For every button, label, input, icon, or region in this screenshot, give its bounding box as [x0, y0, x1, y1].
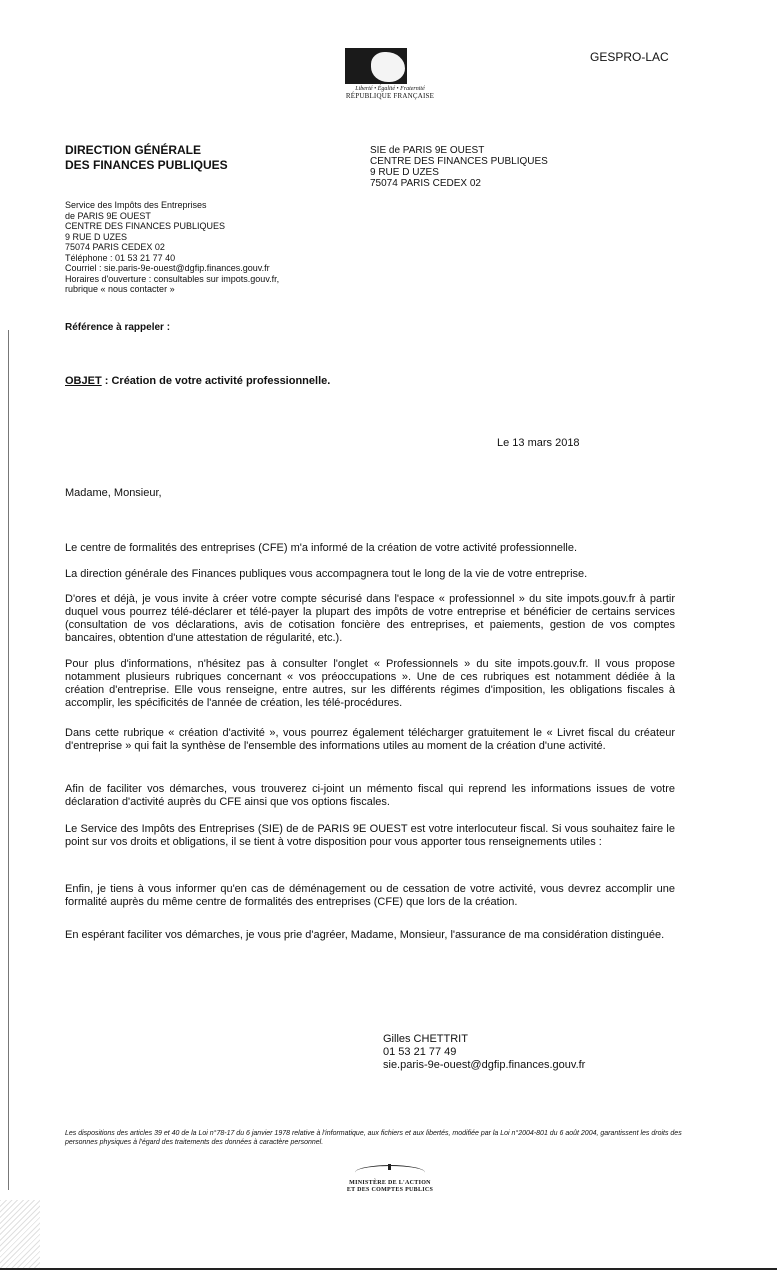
service-line: Service des Impôts des Entreprises: [65, 200, 207, 210]
ministry-name-line2: ET DES COMPTES PUBLICS: [346, 1187, 434, 1193]
reference-label: Référence à rappeler :: [65, 322, 171, 333]
service-hours: Horaires d'ouverture : consultables sur impots.gouv.fr,: [65, 273, 280, 284]
document-reference-code: GESPRO-LAC: [590, 50, 669, 64]
body-paragraph: Enfin, je tiens à vous informer qu'en cas de déménagement ou de cessation de votre activité, vous devrez accomplir une formalité auprès du même centre de formalités des entreprises (CFE) que lors de la création.: [65, 883, 675, 908]
subject-text: : Création de votre activité professionnelle.: [101, 375, 331, 387]
body-paragraph-truncated: Le Service des Impôts des Entreprises (SIE) de de PARIS 9E OUEST est votre interlocuteur fiscal. Si vous souhaitez faire le point sur vos droits et obligations, il se tient à votre disposition pour vous apporter tous renseignements utiles :: [65, 823, 675, 848]
recipient-address-block: [370, 145, 548, 189]
recipient-address-line: 9 RUE D UZES: [370, 167, 439, 178]
service-line: de PARIS 9E OUEST: [65, 210, 151, 221]
ministry-footer-logo: [330, 1165, 450, 1194]
service-phone: Téléphone : 01 53 21 77 40: [65, 252, 176, 263]
service-line: CENTRE DES FINANCES PUBLIQUES: [65, 221, 226, 231]
recipient-address-line: CENTRE DES FINANCES PUBLIQUES: [370, 156, 548, 167]
signatory-email: sie.paris-9e-ouest@dgfip.finances.gouv.fr: [383, 1059, 586, 1071]
body-paragraph: Pour plus d'informations, n'hésitez pas à consulter l'onglet « Professionnels » du site impots.gouv.fr. Il vous propose notamment plusieurs rubriques concernant « vos préoccupations ». Une de ces rubriques est notamment dédiée à la création d'entreprise. Elle vous renseigne, entre autres, sur les différents régimes d'imposition, les obligations fiscales à accomplir, les spécificités de l'année de création, les télé-procédures.: [65, 658, 675, 709]
body-paragraph: La direction générale des Finances publiques vous accompagnera tout le long de la vie de votre entreprise.: [65, 568, 588, 580]
service-email: Courriel : sie.paris-9e-ouest@dgfip.finances.gouv.fr: [65, 263, 270, 273]
scan-margin-line: [8, 330, 9, 1190]
sender-direction-line1: DIRECTION GÉNÉRALE: [65, 143, 202, 157]
logo-motto: Liberté • Égalité • Fraternité: [355, 86, 425, 92]
signatory-name: Gilles CHETTRIT: [383, 1033, 468, 1045]
sender-direction-line2: DES FINANCES PUBLIQUES: [65, 158, 228, 172]
service-line: 9 RUE D UZES: [65, 231, 128, 242]
body-paragraph: D'ores et déjà, je vous invite à créer votre compte sécurisé dans l'espace « professionnel » du site impots.gouv.fr à partir duquel vous pourrez télé-déclarer et télé-payer la plupart des impôts de votre entreprise et bénéficier de certains services (consultation de vos déclarations, avis de cotisation foncière des entreprises, et paiements, gestion de vos comptes bancaires, obtention d'une attestation de régularité, etc.).: [65, 593, 675, 644]
service-contact-block: [65, 200, 325, 295]
body-paragraph: Dans cette rubrique « création d'activité », vous pourrez également télécharger gratuitement le « Livret fiscal du créateur d'entreprise » qui fait la synthèse de l'ensemble des informations utiles au moment de la création d'une activité.: [65, 727, 675, 752]
legal-notice: Les dispositions des articles 39 et 40 de la Loi n°78-17 du 6 janvier 1978 relative à l'informatique, aux fichiers et aux libertés, modifiée par la Loi n°2004-801 du 6 août 2004, garantissent les droits des personnes physiques à l'égard des traitements des données à caractère personnel.: [65, 1130, 682, 1146]
page-bottom-edge: [0, 1268, 777, 1270]
body-paragraph: Le centre de formalités des entreprises (CFE) m'a informé de la création de votre activité professionnelle.: [65, 542, 578, 554]
closing-paragraph: En espérant faciliter vos démarches, je vous prie d'agréer, Madame, Monsieur, l'assurance de ma considération distinguée.: [65, 929, 665, 941]
logo-republic-label: RÉPUBLIQUE FRANÇAISE: [345, 92, 435, 100]
letter-subject: [65, 375, 330, 387]
body-paragraph: Afin de faciliter vos démarches, vous trouverez ci-joint un mémento fiscal qui reprend les informations issues de votre déclaration d'activité auprès du CFE ainsi que vos options fiscales.: [65, 783, 675, 808]
signature-block: [383, 1033, 585, 1072]
subject-label: OBJET: [65, 375, 102, 387]
signatory-phone: 01 53 21 77 49: [383, 1046, 457, 1058]
ministry-name-line1: MINISTÈRE DE L'ACTION: [349, 1180, 431, 1186]
letter-greeting: Madame, Monsieur,: [65, 487, 162, 499]
recipient-address-line: 75074 PARIS CEDEX 02: [370, 178, 481, 189]
ministry-arc-icon: [355, 1165, 425, 1180]
scan-noise: [0, 1200, 40, 1270]
marianne-emblem: [345, 48, 433, 84]
service-line: 75074 PARIS CEDEX 02: [65, 242, 165, 252]
letter-date: Le 13 mars 2018: [497, 437, 580, 449]
service-hours-note: rubrique « nous contacter »: [65, 284, 175, 294]
sender-direction: [65, 143, 228, 173]
recipient-address-line: SIE de PARIS 9E OUEST: [370, 145, 485, 156]
republique-francaise-logo: [345, 48, 435, 100]
